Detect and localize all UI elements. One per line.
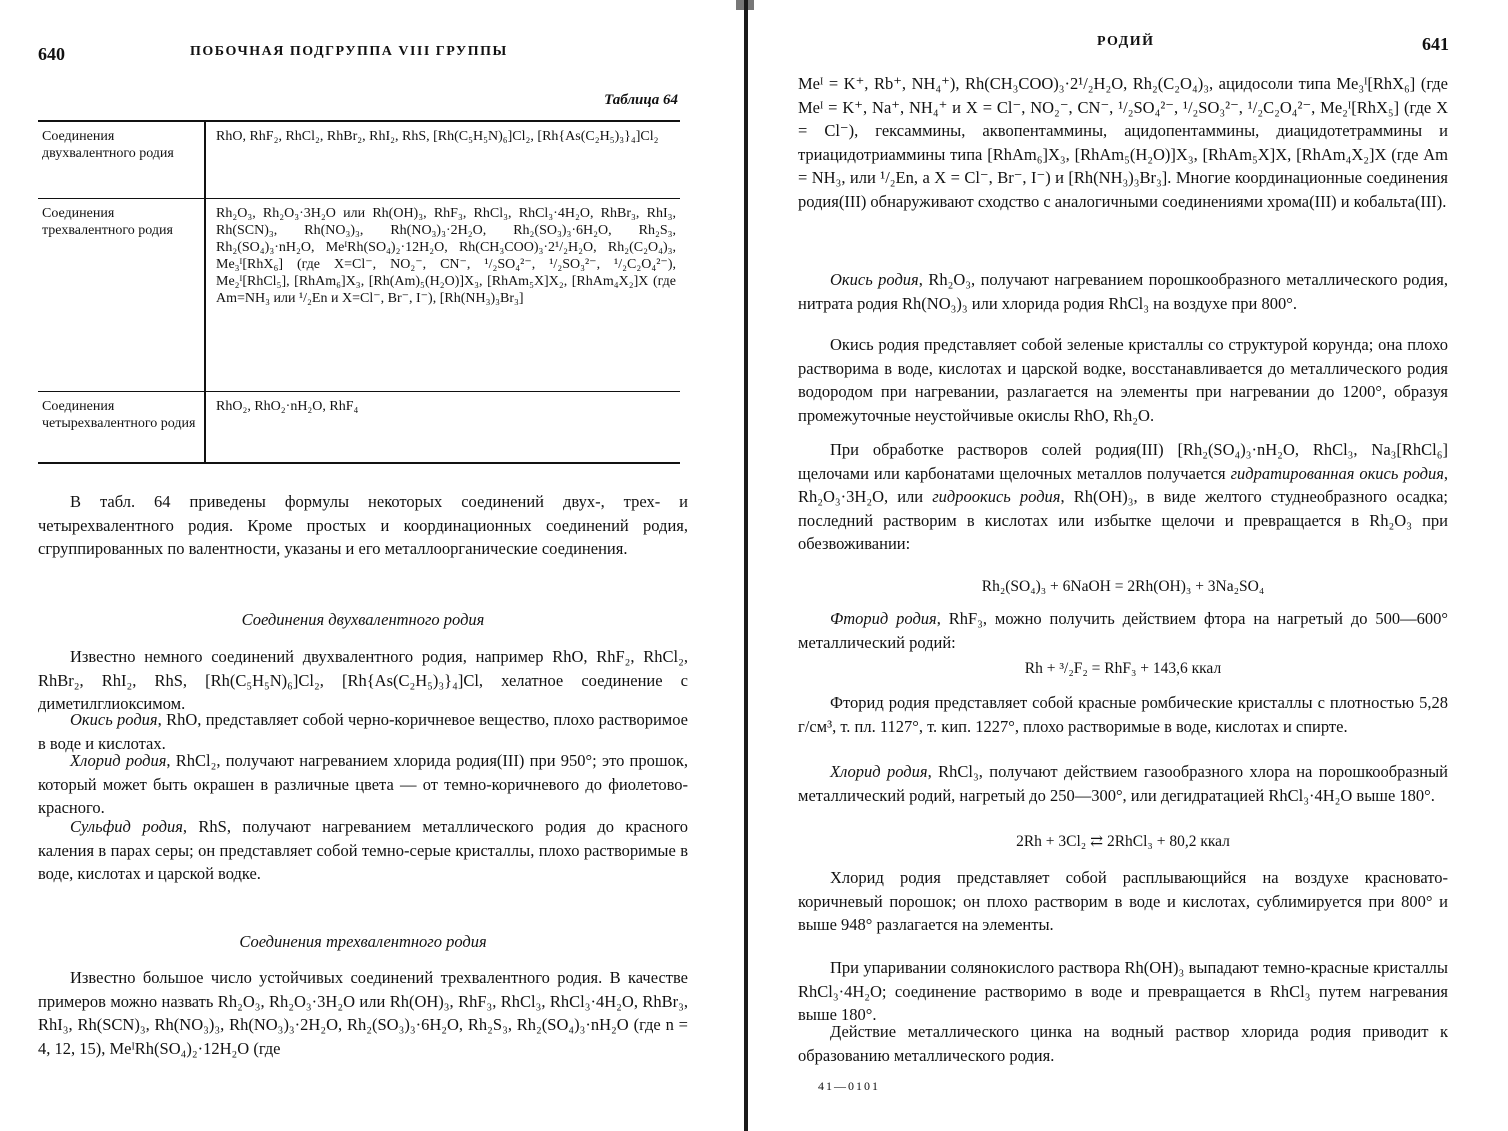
paragraph: При упаривании солянокислого раствора Rh(OH)₃ выпадают темно-красные кристаллы RhCl₃·4H₂O; соединение растворимо в воде и превращается в RhCl₃ путем нагревания выше 180°.	[798, 958, 1448, 1024]
paragraph	[798, 268, 1448, 315]
paragraph	[798, 760, 1448, 807]
paragraph	[38, 815, 688, 886]
compounds-table	[38, 120, 680, 464]
paragraph-text: , RhCl₂, получают нагреванием хлорида родия(III) при 950°; это прошок, который может быть окрашен в различные цвета — от темно-коричневого до фиолетово-красного.	[38, 751, 688, 817]
table-caption: Таблица 64	[604, 92, 678, 108]
equation: Rh₂(SO₄)₃ + 6NaOH = 2Rh(OH)₃ + 3Na₂SO₄	[981, 578, 1265, 595]
paragraph-text: , RhS, получают нагреванием металлического родия до красного каления в парах серы; он представляет собой темно-серые кристаллы, плохо растворимые в воде, кислотах и царской водке.	[38, 817, 688, 883]
table-row-content: Rh₂O₃, Rh₂O₃·3H₂O или Rh(OH)₃, RhF₃, RhCl₃, RhCl₃·4H₂O, RhBr₃, RhI₃, Rh(SCN)₃, Rh(NO₃)₃, Rh(NO₃)₃·2H₂O, Rh₂(SO₃)₃·6H₂O, Rh₂S₃, Rh₂(SO₄)₃·nH₂O, MeᴵRh(SO₄)₂·12H₂O, Rh(CH₃COO)₃·2¹/₂H₂O, Rh₂(C₂O₄)₃, Me₃ᴵ[RhX₆] (где X=Cl⁻, NO₂⁻, CN⁻, ¹/₂SO₄²⁻, ¹/₂SO₃²⁻, ¹/₂C₂O₄²⁻), Me₂ᴵ[RhCl₅], [RhAm₆]X₃, [Rh(Am)₅(H₂O)]X₃, [RhAm₅X]X₂, [RhAm₄X₂]X (где Am=NH₃ или ¹/₂En и X=Cl⁻, Br⁻, I⁻), [Rh(NH₃)₃Br₃]	[216, 206, 676, 306]
gutter-line	[744, 0, 748, 1131]
page-number: 641	[1422, 34, 1449, 54]
paragraph-text: , RhCl₃, получают действием газообразного хлора на порошкообразный металлический родий, нагретый до 250—300°, или дегидратацией RhCl₃·4H₂O выше 180°.	[798, 762, 1449, 805]
paragraph-text: , RhO, представляет собой черно-коричневое вещество, плохо растворимое в воде и кислотах.	[38, 710, 688, 753]
paragraph	[798, 607, 1448, 654]
paragraph: Окись родия представляет собой зеленые кристаллы со структурой корунда; она плохо растворима в воде, кислотах и царской водке, восстанавливается до металлического родия водородом при нагревании, разлагается на элементы при нагревании до 1200°, образуя промежуточные неустойчивые окислы RhO, Rh₂O.	[798, 335, 1448, 425]
paragraph-text: При обработке растворов солей родия(III) [Rh₂(SO₄)₃·nH₂O, RhCl₃, Na₃[RhCl₆] щелочами или карбонатами щелочных металлов получается	[798, 440, 1448, 483]
table-row-label: Соединения четырехвалентного родия	[38, 392, 206, 462]
paragraph-text: , Rh₂O₃, получают нагреванием порошкообразного металлического родия, нитрата родия Rh(NO₃)₃ или хлорида родия RhCl₃ на воздухе при 800°.	[798, 270, 1448, 313]
term: гидратированная окись родия	[1230, 463, 1444, 483]
term: Окись родия	[830, 270, 919, 289]
running-head: ПОБОЧНАЯ ПОДГРУППА VIII ГРУППЫ	[190, 44, 508, 59]
intro-paragraph: В табл. 64 приведены формулы некоторых соединений двух-, трех- и четырехвалентного родия. Кроме простых и координационных соединений родия, сгруппированных по валентности, указаны и его металлоорганические соединения.	[38, 492, 688, 558]
table-row-content: RhO₂, RhO₂·nH₂O, RhF₄	[216, 399, 359, 414]
paragraph-text: , RhF₃, можно получить действием фтора на нагретый до 500—600° металлический родий:	[798, 609, 1448, 652]
paragraph: Хлорид родия представляет собой расплывающийся на воздухе красновато-коричневый порошок; он плохо растворим в воде и кислотах, сублимируется при 800° и выше 948° разлагается на элементы.	[798, 868, 1448, 934]
page-number: 640	[38, 44, 65, 64]
paragraph: Известно большое число устойчивых соединений трехвалентного родия. В качестве примеров можно назвать Rh₂O₃, Rh₂O₃·3H₂O или Rh(OH)₃, RhF₃, RhCl₃, RhCl₃·4H₂O, RhBr₃, RhI₃, Rh(SCN)₃, Rh(NO₃)₃, Rh(NO₃)₃·2H₂O, Rh₂(SO₃)₃·6H₂O, Rh₂S₃, Rh₂(SO₄)₃·nH₂O (где n = 4, 12, 15), MeᴵRh(SO₄)₂·12H₂O (где	[38, 968, 688, 1058]
equation: 2Rh + 3Cl₂ ⇄ 2RhCl₃ + 80,2 ккал	[1016, 833, 1230, 850]
equation: Rh + ³/₂F₂ = RhF₃ + 143,6 ккал	[1024, 660, 1222, 677]
paragraph: Meᴵ = K⁺, Rb⁺, NH₄⁺), Rh(CH₃COO)₃·2¹/₂H₂O, Rh₂(C₂O₄)₃, ацидосоли типа Me₃ᴵ[RhX₆] (где Meᴵ = K⁺, Na⁺, NH₄⁺ и X = Cl⁻, NO₂⁻, CN⁻, ¹/₂SO₄²⁻, ¹/₂SO₃²⁻, ¹/₂C₂O₄²⁻, Me₂ᴵ[RhX₅] (где X = Cl⁻), гексаммины, аквопентаммины, ацидопентаммины, диацидотетраммины и триацидотриаммины типа [RhAm₆]X₃, [RhAm₅(H₂O)]X₃, [RhAm₅X]X, [RhAm₄X₂]X (где Am = NH₃, или ¹/₂En, а X = Cl⁻, Br⁻, I⁻) и [Rh(NH₃)₃Br₃]. Многие координационные соединения родия(III) обнаруживают сходство с аналогичными соединениями хрома(III) и кобальта(III).	[798, 74, 1448, 211]
paragraph	[38, 749, 688, 820]
term: Хлорид родия	[830, 762, 928, 781]
paragraph-text: , Rh₂O₃·3H₂O, или	[798, 463, 1448, 506]
term: гидроокись родия	[932, 487, 1061, 506]
right-page	[752, 0, 1508, 1131]
paragraph: Действие металлического цинка на водный раствор хлорида родия приводит к образованию металлического родия.	[798, 1022, 1448, 1065]
paragraph	[38, 708, 688, 755]
table-row	[38, 122, 680, 199]
table-row-label: Соединения трехвалентного родия	[38, 199, 206, 391]
table-row	[38, 392, 680, 462]
paragraph-text: , Rh(OH)₃, в виде желтого студнеобразного осадка; последний растворим в кислотах или избытке щелочи и превращается в Rh₂O₃ при обезвоживании:	[798, 487, 1448, 553]
table-row	[38, 199, 680, 392]
paragraph: Известно немного соединений двухвалентного родия, например RhO, RhF₂, RhCl₂, RhBr₂, RhI₂, RhS, [Rh(C₅H₅N)₆]Cl₂, [Rh{As(C₂H₅)₃}₄]Cl, хелатное соединение с диметилглиоксимом.	[38, 647, 688, 713]
printer-signature: 41—0101	[818, 1079, 880, 1093]
term: Фторид родия	[830, 609, 937, 628]
term: Хлорид родия	[70, 751, 167, 770]
table-row-content: RhO, RhF₂, RhCl₂, RhBr₂, RhI₂, RhS, [Rh(C₅H₅N)₆]Cl₂, [Rh{As(C₂H₅)₃}₄]Cl₂	[216, 129, 659, 144]
term: Сульфид родия	[70, 817, 183, 836]
paragraph	[798, 438, 1448, 556]
term: Окись родия	[70, 710, 158, 729]
paragraph: Фторид родия представляет собой красные ромбические кристаллы с плотностью 5,28 г/см³, т. пл. 1127°, т. кип. 1227°, плохо растворимые в воде, кислотах и спирте.	[798, 693, 1448, 736]
running-head: РОДИЙ	[1097, 34, 1155, 49]
section-heading: Соединения двухвалентного родия	[241, 610, 485, 629]
section-heading: Соединения трехвалентного родия	[239, 932, 487, 951]
left-page	[0, 0, 740, 1131]
table-row-label: Соединения двухвалентного родия	[38, 122, 206, 198]
